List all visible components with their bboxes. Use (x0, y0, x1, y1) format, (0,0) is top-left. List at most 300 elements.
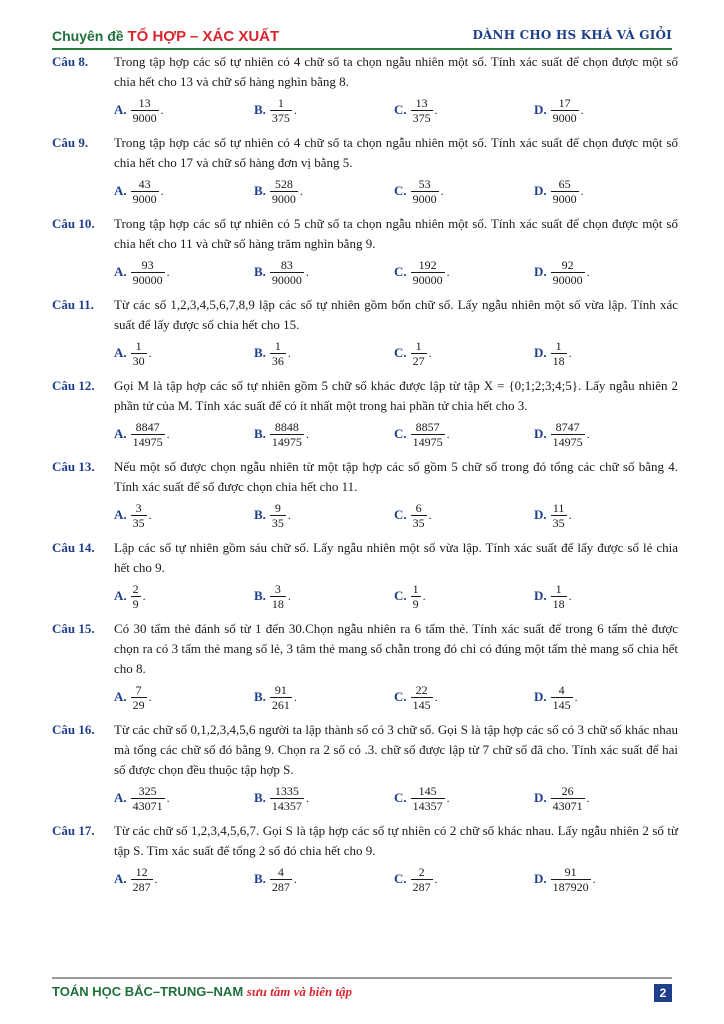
question-label: Câu 16. (52, 722, 95, 737)
option-letter: B. (254, 871, 266, 886)
fraction-numerator: 13 (415, 95, 428, 110)
option-letter: A. (114, 183, 127, 198)
option-fraction (411, 865, 433, 894)
fraction-denominator: 27 (412, 353, 425, 368)
option-period: . (586, 426, 590, 441)
answer-option[interactable] (394, 258, 534, 287)
fraction-denominator: 287 (412, 879, 431, 894)
option-letter: D. (534, 507, 547, 522)
option-letter: D. (534, 102, 547, 117)
question-label: Câu 13. (52, 459, 95, 474)
answer-options (52, 579, 678, 613)
option-fraction (551, 501, 567, 530)
option-letter: B. (254, 183, 266, 198)
answer-options (52, 93, 678, 127)
fraction-numerator: 93 (141, 257, 154, 272)
fraction-denominator: 43071 (132, 798, 163, 813)
question-text: Trong tập hợp các số tự nhiên có 5 chữ số ta chọn ngẫu nhiên một số. Tính xác suất để chọn được một số chia hết cho 11 và chữ số hàng trăm nghìn bằng 9. (114, 216, 678, 251)
answer-option[interactable] (394, 501, 534, 530)
fraction-denominator: 14357 (271, 798, 302, 813)
question-row (52, 619, 678, 679)
fraction-denominator: 35 (132, 515, 145, 530)
option-fraction (411, 96, 433, 125)
fraction-numerator: 8857 (415, 419, 440, 434)
question-block (52, 295, 678, 370)
fraction-denominator: 90000 (132, 272, 163, 287)
fraction-numerator: 2 (132, 581, 139, 596)
option-period: . (428, 507, 432, 522)
fraction-numerator: 3 (274, 581, 281, 596)
question-block (52, 457, 678, 532)
option-letter: C. (394, 426, 407, 441)
fraction-denominator: 287 (271, 879, 290, 894)
option-letter: B. (254, 264, 266, 279)
fraction-numerator: 3 (135, 500, 142, 515)
question-label: Câu 17. (52, 823, 95, 838)
question-text: Nếu một số được chọn ngẫu nhiên từ một tập hợp các số gồm 5 chữ số trong đó tổng các chữ số bằng 4. Tính xác suất để số được chọn chia hết cho 11. (114, 459, 678, 494)
option-letter: A. (114, 264, 127, 279)
option-fraction (551, 177, 579, 206)
option-fraction (551, 582, 567, 611)
question-text: Từ các chữ số 1,2,3,4,5,6,7. Gọi S là tập hợp các số tự nhiên có 2 chữ số khác nhau. Lấy ngẫu nhiên 2 số từ tập S. Tìm xác suất để tổng 2 số đó chia hết cho 9. (114, 823, 678, 858)
fraction-numerator: 22 (415, 682, 428, 697)
option-letter: A. (114, 345, 127, 360)
fraction-numerator: 43 (138, 176, 151, 191)
fraction-denominator: 18 (271, 596, 284, 611)
answer-option[interactable] (114, 501, 254, 530)
answer-option[interactable] (114, 683, 254, 712)
fraction-denominator: 18 (552, 353, 565, 368)
fraction-numerator: 8847 (135, 419, 160, 434)
answer-option[interactable] (114, 96, 254, 125)
option-letter: D. (534, 588, 547, 603)
option-fraction (411, 582, 421, 611)
fraction-numerator: 2 (418, 864, 425, 879)
option-letter: B. (254, 102, 266, 117)
option-letter: C. (394, 871, 407, 886)
option-letter: A. (114, 426, 127, 441)
option-letter: B. (254, 588, 266, 603)
option-period: . (446, 264, 450, 279)
fraction-denominator: 9000 (132, 110, 157, 125)
fraction-denominator: 29 (132, 697, 145, 712)
option-letter: A. (114, 871, 127, 886)
answer-option[interactable] (254, 339, 394, 368)
answer-option[interactable] (254, 865, 394, 894)
answer-option[interactable] (254, 582, 394, 611)
question-block (52, 376, 678, 451)
fraction-denominator: 9000 (552, 110, 577, 125)
answer-options (52, 781, 678, 815)
audience-label: DÀNH CHO HS KHÁ VÀ GIỎI (472, 28, 672, 42)
fraction-numerator: 528 (274, 176, 293, 191)
fraction-denominator: 375 (412, 110, 431, 125)
option-fraction (270, 258, 304, 287)
option-period: . (160, 102, 164, 117)
option-period: . (148, 345, 152, 360)
answer-options (52, 862, 678, 896)
option-fraction (131, 96, 159, 125)
fraction-numerator: 1 (555, 338, 562, 353)
answer-option[interactable] (394, 339, 534, 368)
fraction-numerator: 53 (418, 176, 431, 191)
question-block (52, 720, 678, 815)
question-text: Gọi M là tập hợp các số tự nhiên gồm 5 chữ số khác được lập từ tập X = {0;1;2;3;4;5}. Lấy ngẫu nhiên 2 phần tử của M. Tính xác suất để có ít nhất một trong hai phần tử chia hết cho 3. (114, 378, 678, 413)
option-period: . (568, 507, 572, 522)
option-letter: A. (114, 102, 127, 117)
option-letter: A. (114, 588, 127, 603)
option-period: . (293, 102, 297, 117)
fraction-denominator: 90000 (552, 272, 583, 287)
option-period: . (148, 689, 152, 704)
footer-note: sưu tầm và biên tập (246, 984, 353, 999)
fraction-denominator: 187920 (552, 879, 589, 894)
fraction-numerator: 6 (415, 500, 422, 515)
option-fraction (270, 683, 292, 712)
fraction-numerator: 26 (561, 783, 574, 798)
question-row (52, 457, 678, 497)
answer-option[interactable] (534, 177, 674, 206)
option-fraction (270, 865, 292, 894)
question-text: Trong tập hợp các số tự nhiên có 4 chữ số ta chọn ngẫu nhiên một số. Tính xác suất để chọn được một số chia hết cho 13 và chữ số hàng nghìn bằng 8. (114, 54, 678, 89)
option-period: . (166, 790, 170, 805)
option-fraction (270, 784, 304, 813)
fraction-denominator: 30 (132, 353, 145, 368)
option-letter: A. (114, 790, 127, 805)
answer-option[interactable] (394, 784, 534, 813)
option-period: . (592, 871, 596, 886)
answer-option[interactable] (394, 582, 534, 611)
question-row (52, 538, 678, 578)
footer-brand: TOÁN HỌC BẮC–TRUNG–NAM (52, 984, 247, 999)
question-text: Từ các số 1,2,3,4,5,6,7,8,9 lập các số tự nhiên gồm bốn chữ số. Lấy ngẫu nhiên một số vừa lập. Tính xác suất để lấy được số chia hết cho 15. (114, 297, 678, 332)
fraction-numerator: 9 (274, 500, 281, 515)
option-fraction (551, 865, 591, 894)
question-list (52, 52, 678, 902)
page-header (52, 26, 672, 50)
fraction-denominator: 9000 (552, 191, 577, 206)
fraction-denominator: 35 (552, 515, 565, 530)
option-period: . (299, 183, 303, 198)
option-period: . (293, 871, 297, 886)
option-letter: C. (394, 507, 407, 522)
option-period: . (166, 426, 170, 441)
option-period: . (154, 871, 158, 886)
answer-options (52, 174, 678, 208)
answer-option[interactable] (254, 96, 394, 125)
answer-option[interactable] (394, 865, 534, 894)
answer-option[interactable] (114, 177, 254, 206)
fraction-numerator: 192 (418, 257, 437, 272)
fraction-denominator: 145 (412, 697, 431, 712)
topic-title (52, 28, 279, 45)
fraction-numerator: 91 (274, 682, 287, 697)
option-letter: D. (534, 790, 547, 805)
fraction-denominator: 375 (271, 110, 290, 125)
fraction-numerator: 4 (277, 864, 284, 879)
question-text: Từ các chữ số 0,1,2,3,4,5,6 người ta lập thành số có 3 chữ số. Gọi S là tập hợp các số có 3 chữ số khác nhau mà tổng các chữ số đó bằng 9. Chọn ra 2 số có .3. chữ số được lập từ 7 chữ số đã cho. Tính xác suất để hai số được chọn đều thuộc tập hợp S. (114, 722, 678, 777)
footer-credit (52, 984, 352, 1000)
question-label: Câu 15. (52, 621, 95, 636)
fraction-denominator: 9 (412, 596, 419, 611)
option-letter: D. (534, 345, 547, 360)
option-period: . (287, 588, 291, 603)
question-label: Câu 10. (52, 216, 95, 231)
question-label: Câu 9. (52, 135, 89, 150)
option-fraction (270, 96, 292, 125)
fraction-denominator: 9000 (412, 191, 437, 206)
option-fraction (411, 683, 433, 712)
option-letter: C. (394, 183, 407, 198)
option-fraction (131, 865, 153, 894)
fraction-numerator: 11 (552, 500, 565, 515)
answer-option[interactable] (114, 420, 254, 449)
fraction-denominator: 14357 (412, 798, 443, 813)
answer-option[interactable] (394, 96, 534, 125)
question-row (52, 52, 678, 92)
fraction-denominator: 14975 (552, 434, 583, 449)
answer-option[interactable] (394, 683, 534, 712)
option-letter: D. (534, 264, 547, 279)
option-period: . (166, 264, 170, 279)
option-period: . (568, 588, 572, 603)
fraction-denominator: 14975 (412, 434, 443, 449)
topic-prefix: Chuyên đề (52, 28, 128, 44)
option-period: . (580, 102, 584, 117)
option-period: . (305, 790, 309, 805)
fraction-denominator: 90000 (412, 272, 443, 287)
option-letter: B. (254, 426, 266, 441)
question-text: Có 30 tấm thẻ đánh số từ 1 đến 30.Chọn ngẫu nhiên ra 6 tấm thẻ. Tính xác suất để trong 6 tấm thẻ được chọn ra có 3 tấm thẻ mang số lẻ, 3 tâm thẻ mang số chẵn trong đó chỉ có đúng một tấm thẻ mang số chia hết cho 8. (114, 621, 678, 676)
option-period: . (446, 790, 450, 805)
question-row (52, 295, 678, 335)
answer-option[interactable] (254, 420, 394, 449)
option-fraction (131, 177, 159, 206)
option-period: . (446, 426, 450, 441)
option-period: . (434, 689, 438, 704)
option-period: . (434, 102, 438, 117)
option-period: . (160, 183, 164, 198)
answer-option[interactable] (534, 96, 674, 125)
option-letter: D. (534, 426, 547, 441)
question-row (52, 214, 678, 254)
answer-option[interactable] (254, 177, 394, 206)
option-fraction (131, 339, 147, 368)
fraction-numerator: 13 (138, 95, 151, 110)
option-fraction (270, 582, 286, 611)
option-period: . (568, 345, 572, 360)
fraction-denominator: 35 (271, 515, 284, 530)
option-period: . (586, 264, 590, 279)
option-letter: B. (254, 345, 266, 360)
option-fraction (270, 501, 286, 530)
option-period: . (586, 790, 590, 805)
option-fraction (411, 177, 439, 206)
fraction-denominator: 36 (271, 353, 284, 368)
option-fraction (411, 258, 445, 287)
fraction-numerator: 1 (412, 581, 419, 596)
option-fraction (131, 784, 165, 813)
answer-option[interactable] (534, 784, 674, 813)
answer-option[interactable] (254, 501, 394, 530)
fraction-denominator: 261 (271, 697, 290, 712)
topic-highlight: TỔ HỢP – XÁC XUẤT (127, 28, 280, 45)
option-fraction (411, 420, 445, 449)
fraction-denominator: 43071 (552, 798, 583, 813)
answer-option[interactable] (114, 582, 254, 611)
option-letter: C. (394, 102, 407, 117)
option-period: . (287, 345, 291, 360)
option-letter: C. (394, 689, 407, 704)
question-block (52, 52, 678, 127)
answer-option[interactable] (534, 865, 674, 894)
fraction-numerator: 145 (418, 783, 437, 798)
answer-option[interactable] (534, 501, 674, 530)
answer-options (52, 680, 678, 714)
answer-option[interactable] (394, 420, 534, 449)
question-block (52, 133, 678, 208)
answer-option[interactable] (534, 683, 674, 712)
answer-option[interactable] (114, 339, 254, 368)
option-fraction (131, 683, 147, 712)
option-period: . (434, 871, 438, 886)
answer-options (52, 255, 678, 289)
answer-option[interactable] (534, 420, 674, 449)
option-letter: A. (114, 689, 127, 704)
question-label: Câu 12. (52, 378, 95, 393)
option-period: . (305, 426, 309, 441)
answer-options (52, 336, 678, 370)
fraction-numerator: 1 (274, 338, 281, 353)
option-period: . (293, 689, 297, 704)
option-letter: D. (534, 689, 547, 704)
footer-divider (52, 977, 672, 979)
option-fraction (270, 177, 298, 206)
option-fraction (551, 339, 567, 368)
fraction-denominator: 90000 (271, 272, 302, 287)
answer-option[interactable] (394, 177, 534, 206)
option-period: . (428, 345, 432, 360)
question-row (52, 376, 678, 416)
option-fraction (270, 420, 304, 449)
fraction-numerator: 1335 (274, 783, 299, 798)
option-fraction (411, 501, 427, 530)
fraction-denominator: 145 (552, 697, 571, 712)
option-letter: C. (394, 264, 407, 279)
question-block (52, 214, 678, 289)
answer-option[interactable] (534, 258, 674, 287)
answer-option[interactable] (114, 258, 254, 287)
fraction-denominator: 18 (552, 596, 565, 611)
option-period: . (142, 588, 146, 603)
option-letter: D. (534, 871, 547, 886)
option-period: . (574, 689, 578, 704)
answer-options (52, 498, 678, 532)
option-fraction (131, 420, 165, 449)
question-block (52, 538, 678, 613)
fraction-denominator: 9000 (132, 191, 157, 206)
fraction-numerator: 325 (138, 783, 157, 798)
question-text: Trong tập hợp các số tự nhiên có 4 chữ số ta chọn ngẫu nhiên một số. Tính xác suất để chọn được một số chia hết cho 17 và chữ số hàng đơn vị bằng 5. (114, 135, 678, 170)
fraction-numerator: 65 (558, 176, 571, 191)
question-block (52, 619, 678, 714)
option-period: . (422, 588, 426, 603)
option-period: . (287, 507, 291, 522)
question-text: Lập các số tự nhiên gồm sáu chữ số. Lấy ngẫu nhiên một số vừa lập. Tính xác suất để lấy được số lẻ chia hết cho 9. (114, 540, 678, 575)
option-fraction (551, 96, 579, 125)
fraction-denominator: 287 (132, 879, 151, 894)
option-period: . (580, 183, 584, 198)
option-fraction (131, 501, 147, 530)
fraction-numerator: 92 (561, 257, 574, 272)
option-fraction (411, 784, 445, 813)
option-letter: B. (254, 689, 266, 704)
fraction-numerator: 1 (277, 95, 284, 110)
option-letter: B. (254, 507, 266, 522)
fraction-denominator: 14975 (132, 434, 163, 449)
fraction-numerator: 1 (555, 581, 562, 596)
fraction-numerator: 91 (564, 864, 577, 879)
option-letter: C. (394, 790, 407, 805)
fraction-numerator: 7 (135, 682, 142, 697)
option-period: . (305, 264, 309, 279)
question-label: Câu 11. (52, 297, 94, 312)
option-fraction (270, 339, 286, 368)
answer-option[interactable] (114, 784, 254, 813)
option-period: . (148, 507, 152, 522)
answer-option[interactable] (254, 683, 394, 712)
fraction-numerator: 8747 (555, 419, 580, 434)
option-fraction (411, 339, 427, 368)
fraction-numerator: 8848 (274, 419, 299, 434)
fraction-denominator: 14975 (271, 434, 302, 449)
question-row (52, 821, 678, 861)
fraction-denominator: 9 (132, 596, 139, 611)
question-row (52, 133, 678, 173)
option-fraction (551, 784, 585, 813)
option-letter: C. (394, 588, 407, 603)
fraction-numerator: 4 (558, 682, 565, 697)
option-fraction (131, 258, 165, 287)
answer-option[interactable] (254, 784, 394, 813)
option-letter: C. (394, 345, 407, 360)
option-period: . (440, 183, 444, 198)
fraction-numerator: 17 (558, 95, 571, 110)
fraction-denominator: 9000 (271, 191, 296, 206)
option-letter: A. (114, 507, 127, 522)
page-number: 2 (654, 984, 672, 1002)
question-row (52, 720, 678, 780)
option-fraction (131, 582, 141, 611)
answer-option[interactable] (114, 865, 254, 894)
fraction-numerator: 12 (135, 864, 148, 879)
fraction-denominator: 35 (412, 515, 425, 530)
answer-option[interactable] (254, 258, 394, 287)
question-label: Câu 14. (52, 540, 95, 555)
answer-option[interactable] (534, 582, 674, 611)
question-label: Câu 8. (52, 54, 89, 69)
option-fraction (551, 258, 585, 287)
option-letter: D. (534, 183, 547, 198)
answer-option[interactable] (534, 339, 674, 368)
fraction-numerator: 1 (415, 338, 422, 353)
fraction-numerator: 83 (280, 257, 293, 272)
fraction-numerator: 1 (135, 338, 142, 353)
option-letter: B. (254, 790, 266, 805)
option-fraction (551, 683, 573, 712)
answer-options (52, 417, 678, 451)
option-fraction (551, 420, 585, 449)
